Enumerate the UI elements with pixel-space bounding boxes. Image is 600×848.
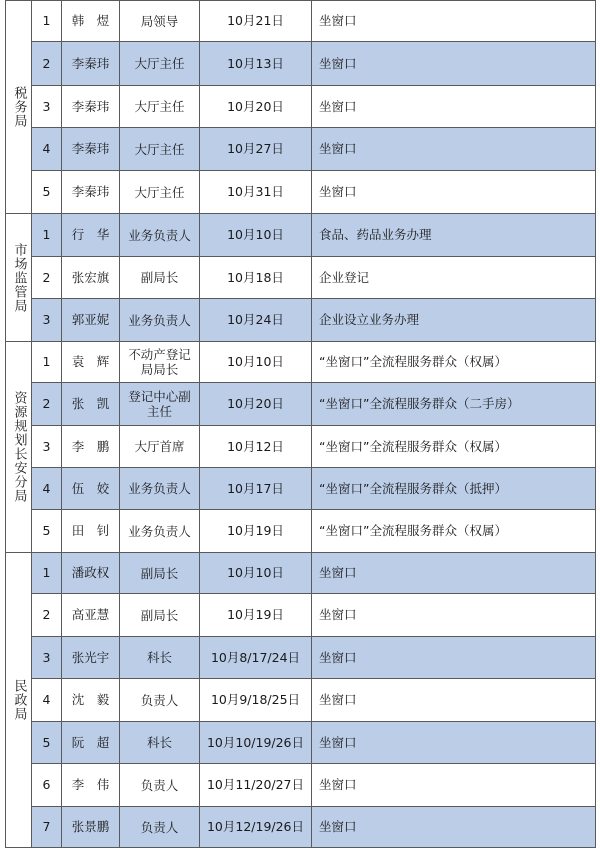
name-cell: 高亚慧	[62, 594, 120, 637]
row-number-cell: 3	[32, 299, 62, 342]
date-cell: 10月20日	[200, 383, 312, 426]
role-cell: 负责人	[120, 764, 200, 807]
table-row	[6, 257, 596, 299]
content-cell: 坐窗口	[312, 171, 596, 214]
date-cell: 10月20日	[200, 86, 312, 128]
role-cell: 业务负责人	[120, 214, 200, 257]
row-number-cell: 4	[32, 128, 62, 171]
date-cell: 10月21日	[200, 1, 312, 42]
table-row	[6, 679, 596, 722]
date-cell: 10月10日	[200, 342, 312, 383]
content-cell: “坐窗口”全流程服务群众（权属）	[312, 426, 596, 468]
department-name: 税务局	[11, 86, 27, 128]
department-name: 资源规划长安分局	[11, 391, 27, 503]
name-cell: 伍 姣	[62, 468, 120, 510]
name-cell: 张宏旗	[62, 257, 120, 299]
department-name: 民政局	[11, 679, 27, 721]
content-cell: 坐窗口	[312, 637, 596, 679]
date-cell: 10月10/19/26日	[200, 722, 312, 764]
role-cell: 登记中心副主任	[120, 383, 200, 426]
role-cell: 副局长	[120, 257, 200, 299]
name-cell: 袁 辉	[62, 342, 120, 383]
role-cell: 大厅主任	[120, 171, 200, 214]
date-cell: 10月10日	[200, 553, 312, 594]
date-cell: 10月19日	[200, 594, 312, 637]
name-cell: 田 钊	[62, 510, 120, 553]
table-row	[6, 468, 596, 510]
content-cell: 坐窗口	[312, 128, 596, 171]
name-cell: 张光宇	[62, 637, 120, 679]
table-row	[6, 42, 596, 86]
content-cell: 企业登记	[312, 257, 596, 299]
name-cell: 李秦玮	[62, 42, 120, 86]
name-cell: 阮 超	[62, 722, 120, 764]
table-row	[6, 383, 596, 426]
date-cell: 10月9/18/25日	[200, 679, 312, 722]
date-cell: 10月31日	[200, 171, 312, 214]
name-cell: 李秦玮	[62, 128, 120, 171]
date-cell: 10月10日	[200, 214, 312, 257]
name-cell: 潘政权	[62, 553, 120, 594]
content-cell: 坐窗口	[312, 1, 596, 42]
content-cell: 坐窗口	[312, 679, 596, 722]
name-cell: 李秦玮	[62, 86, 120, 128]
date-cell: 10月27日	[200, 128, 312, 171]
role-cell: 大厅主任	[120, 128, 200, 171]
content-cell: 坐窗口	[312, 553, 596, 594]
row-number-cell: 2	[32, 594, 62, 637]
table-row	[6, 86, 596, 128]
row-number-cell: 6	[32, 764, 62, 807]
department-name: 市场监管局	[11, 242, 27, 313]
role-cell: 业务负责人	[120, 468, 200, 510]
table-row	[6, 637, 596, 679]
date-cell: 10月24日	[200, 299, 312, 342]
department-cell	[6, 214, 32, 342]
date-cell: 10月13日	[200, 42, 312, 86]
date-cell: 10月18日	[200, 257, 312, 299]
date-cell: 10月19日	[200, 510, 312, 553]
row-number-cell: 2	[32, 42, 62, 86]
row-number-cell: 2	[32, 257, 62, 299]
role-cell: 科长	[120, 637, 200, 679]
name-cell: 张 凯	[62, 383, 120, 426]
role-cell: 不动产登记局局长	[120, 342, 200, 383]
table-row	[6, 171, 596, 214]
role-cell: 局领导	[120, 1, 200, 42]
role-cell: 副局长	[120, 594, 200, 637]
table-row	[6, 594, 596, 637]
row-number-cell: 4	[32, 679, 62, 722]
table-row	[6, 764, 596, 807]
table-row	[6, 342, 596, 383]
role-cell: 科长	[120, 722, 200, 764]
content-cell: “坐窗口”全流程服务群众（抵押）	[312, 468, 596, 510]
name-cell: 韩 煜	[62, 1, 120, 42]
table-row	[6, 807, 596, 848]
role-cell: 负责人	[120, 807, 200, 848]
table-row	[6, 128, 596, 171]
role-cell: 大厅主任	[120, 86, 200, 128]
date-cell: 10月17日	[200, 468, 312, 510]
content-cell: “坐窗口”全流程服务群众（权属）	[312, 342, 596, 383]
row-number-cell: 3	[32, 426, 62, 468]
duty-schedule-table	[5, 0, 596, 848]
department-cell	[6, 1, 32, 214]
row-number-cell: 1	[32, 214, 62, 257]
role-cell: 副局长	[120, 553, 200, 594]
row-number-cell: 5	[32, 722, 62, 764]
name-cell: 张景鹏	[62, 807, 120, 848]
row-number-cell: 3	[32, 637, 62, 679]
content-cell: 坐窗口	[312, 807, 596, 848]
table-row	[6, 722, 596, 764]
role-cell: 负责人	[120, 679, 200, 722]
row-number-cell: 4	[32, 468, 62, 510]
content-cell: 坐窗口	[312, 722, 596, 764]
table-row	[6, 426, 596, 468]
role-cell: 大厅主任	[120, 42, 200, 86]
row-number-cell: 5	[32, 510, 62, 553]
row-number-cell: 7	[32, 807, 62, 848]
table-row	[6, 299, 596, 342]
department-cell	[6, 342, 32, 553]
table-row	[6, 214, 596, 257]
row-number-cell: 1	[32, 1, 62, 42]
name-cell: 李 鹏	[62, 426, 120, 468]
table-row	[6, 553, 596, 594]
row-number-cell: 1	[32, 342, 62, 383]
name-cell: 李 伟	[62, 764, 120, 807]
role-cell: 业务负责人	[120, 510, 200, 553]
content-cell: 坐窗口	[312, 42, 596, 86]
date-cell: 10月12/19/26日	[200, 807, 312, 848]
content-cell: “坐窗口”全流程服务群众（权属）	[312, 510, 596, 553]
content-cell: 企业设立业务办理	[312, 299, 596, 342]
role-cell: 大厅首席	[120, 426, 200, 468]
date-cell: 10月11/20/27日	[200, 764, 312, 807]
row-number-cell: 3	[32, 86, 62, 128]
content-cell: 食品、药品业务办理	[312, 214, 596, 257]
name-cell: 沈 毅	[62, 679, 120, 722]
table-row	[6, 1, 596, 42]
content-cell: 坐窗口	[312, 764, 596, 807]
date-cell: 10月8/17/24日	[200, 637, 312, 679]
name-cell: 郭亚妮	[62, 299, 120, 342]
row-number-cell: 1	[32, 553, 62, 594]
department-cell	[6, 553, 32, 848]
row-number-cell: 2	[32, 383, 62, 426]
content-cell: “坐窗口”全流程服务群众（二手房）	[312, 383, 596, 426]
content-cell: 坐窗口	[312, 594, 596, 637]
table-row	[6, 510, 596, 553]
name-cell: 行 华	[62, 214, 120, 257]
content-cell: 坐窗口	[312, 86, 596, 128]
name-cell: 李秦玮	[62, 171, 120, 214]
date-cell: 10月12日	[200, 426, 312, 468]
role-cell: 业务负责人	[120, 299, 200, 342]
row-number-cell: 5	[32, 171, 62, 214]
